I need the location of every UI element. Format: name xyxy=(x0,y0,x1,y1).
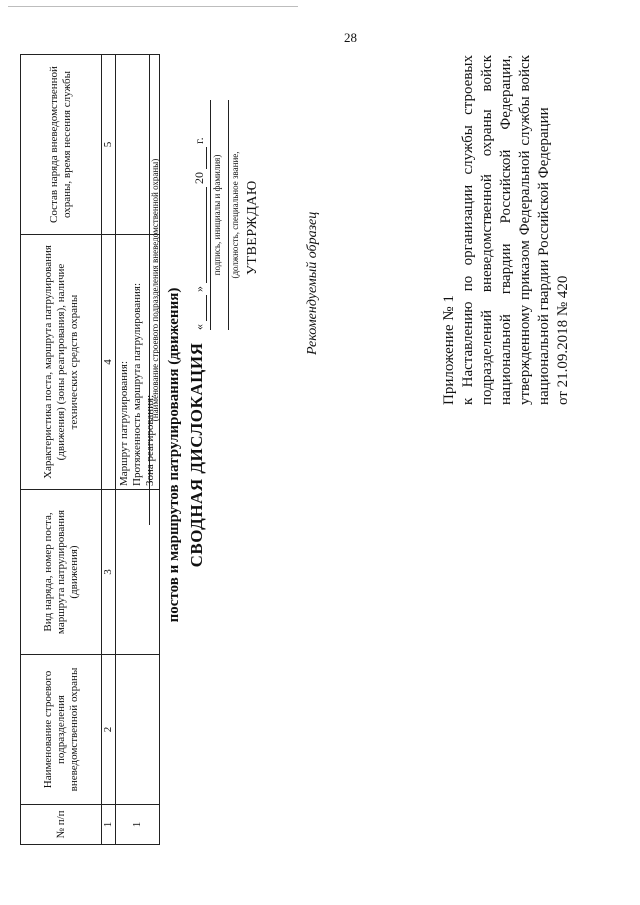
document-title: СВОДНАЯ ДИСЛОКАЦИЯ xyxy=(187,342,206,568)
appendix-block xyxy=(440,55,573,405)
signature-caption: подпись, инициалы и фамилия) xyxy=(212,154,222,276)
header-composition: Состав наряда вневедомственной охраны, время несения службы xyxy=(21,55,102,235)
row-number: 1 xyxy=(116,805,160,845)
date-open-quote: « xyxy=(192,324,206,330)
response-zone-label: Зона реагирования: xyxy=(144,394,156,486)
year-suffix: г. xyxy=(192,137,206,144)
column-number: 5 xyxy=(102,55,116,235)
position-line xyxy=(228,100,229,330)
header-unit-name: Наименование строевого подразделения вневедомственной охраны xyxy=(21,655,102,805)
column-number: 1 xyxy=(102,805,116,845)
row-post-type xyxy=(116,490,160,655)
column-number-row xyxy=(102,55,116,845)
header-post-type: Вид наряда, номер поста, маршрута патрулирования (движения) xyxy=(21,490,102,655)
header-number: № п/п xyxy=(21,805,102,845)
column-number: 3 xyxy=(102,490,116,655)
table-row xyxy=(116,55,160,845)
table-header-row xyxy=(21,55,102,845)
signature-line xyxy=(210,100,211,330)
row-composition xyxy=(116,55,160,235)
column-number: 2 xyxy=(102,655,116,805)
dislocation-table xyxy=(20,54,160,845)
appendix-title: Приложение № 1 xyxy=(441,295,457,405)
page-number: 28 xyxy=(344,30,357,45)
appendix-date-line: от 21.09.2018 № 420 xyxy=(555,275,571,405)
position-caption: (должность, специальное звание, xyxy=(230,151,240,279)
year-prefix: 20 xyxy=(192,172,206,184)
column-number: 4 xyxy=(102,235,116,490)
document-subtitle: постов и маршрутов патрулирования (движения) xyxy=(166,287,182,623)
row-unit-name xyxy=(116,655,160,805)
route-length-label: Протяженность маршрута патрулирования: xyxy=(131,282,143,486)
date-close-quote: » xyxy=(192,286,206,292)
top-edge-rule xyxy=(8,6,298,7)
appendix-body: к Наставлению по организации службы строевых подразделений вневедомственной охраны войск национальной гвардии Российской Федерации, утвержденному приказом Федеральной службы войск национальной гвардии Российской Федерации xyxy=(460,55,552,405)
unit-caption: (наименование строевого подразделения вневедомственной охраны) xyxy=(150,158,160,422)
header-characteristics: Характеристика поста, маршрута патрулирования (движения) (зоны реагирования), наличие технических средств охраны xyxy=(21,235,102,490)
sample-label: Рекомендуемый образец xyxy=(305,211,320,355)
row-characteristics xyxy=(116,235,160,490)
approval-title: УТВЕРЖДАЮ xyxy=(245,180,260,275)
rotated-sheet xyxy=(0,35,610,875)
route-label: Маршрут патрулирования: xyxy=(118,360,130,486)
